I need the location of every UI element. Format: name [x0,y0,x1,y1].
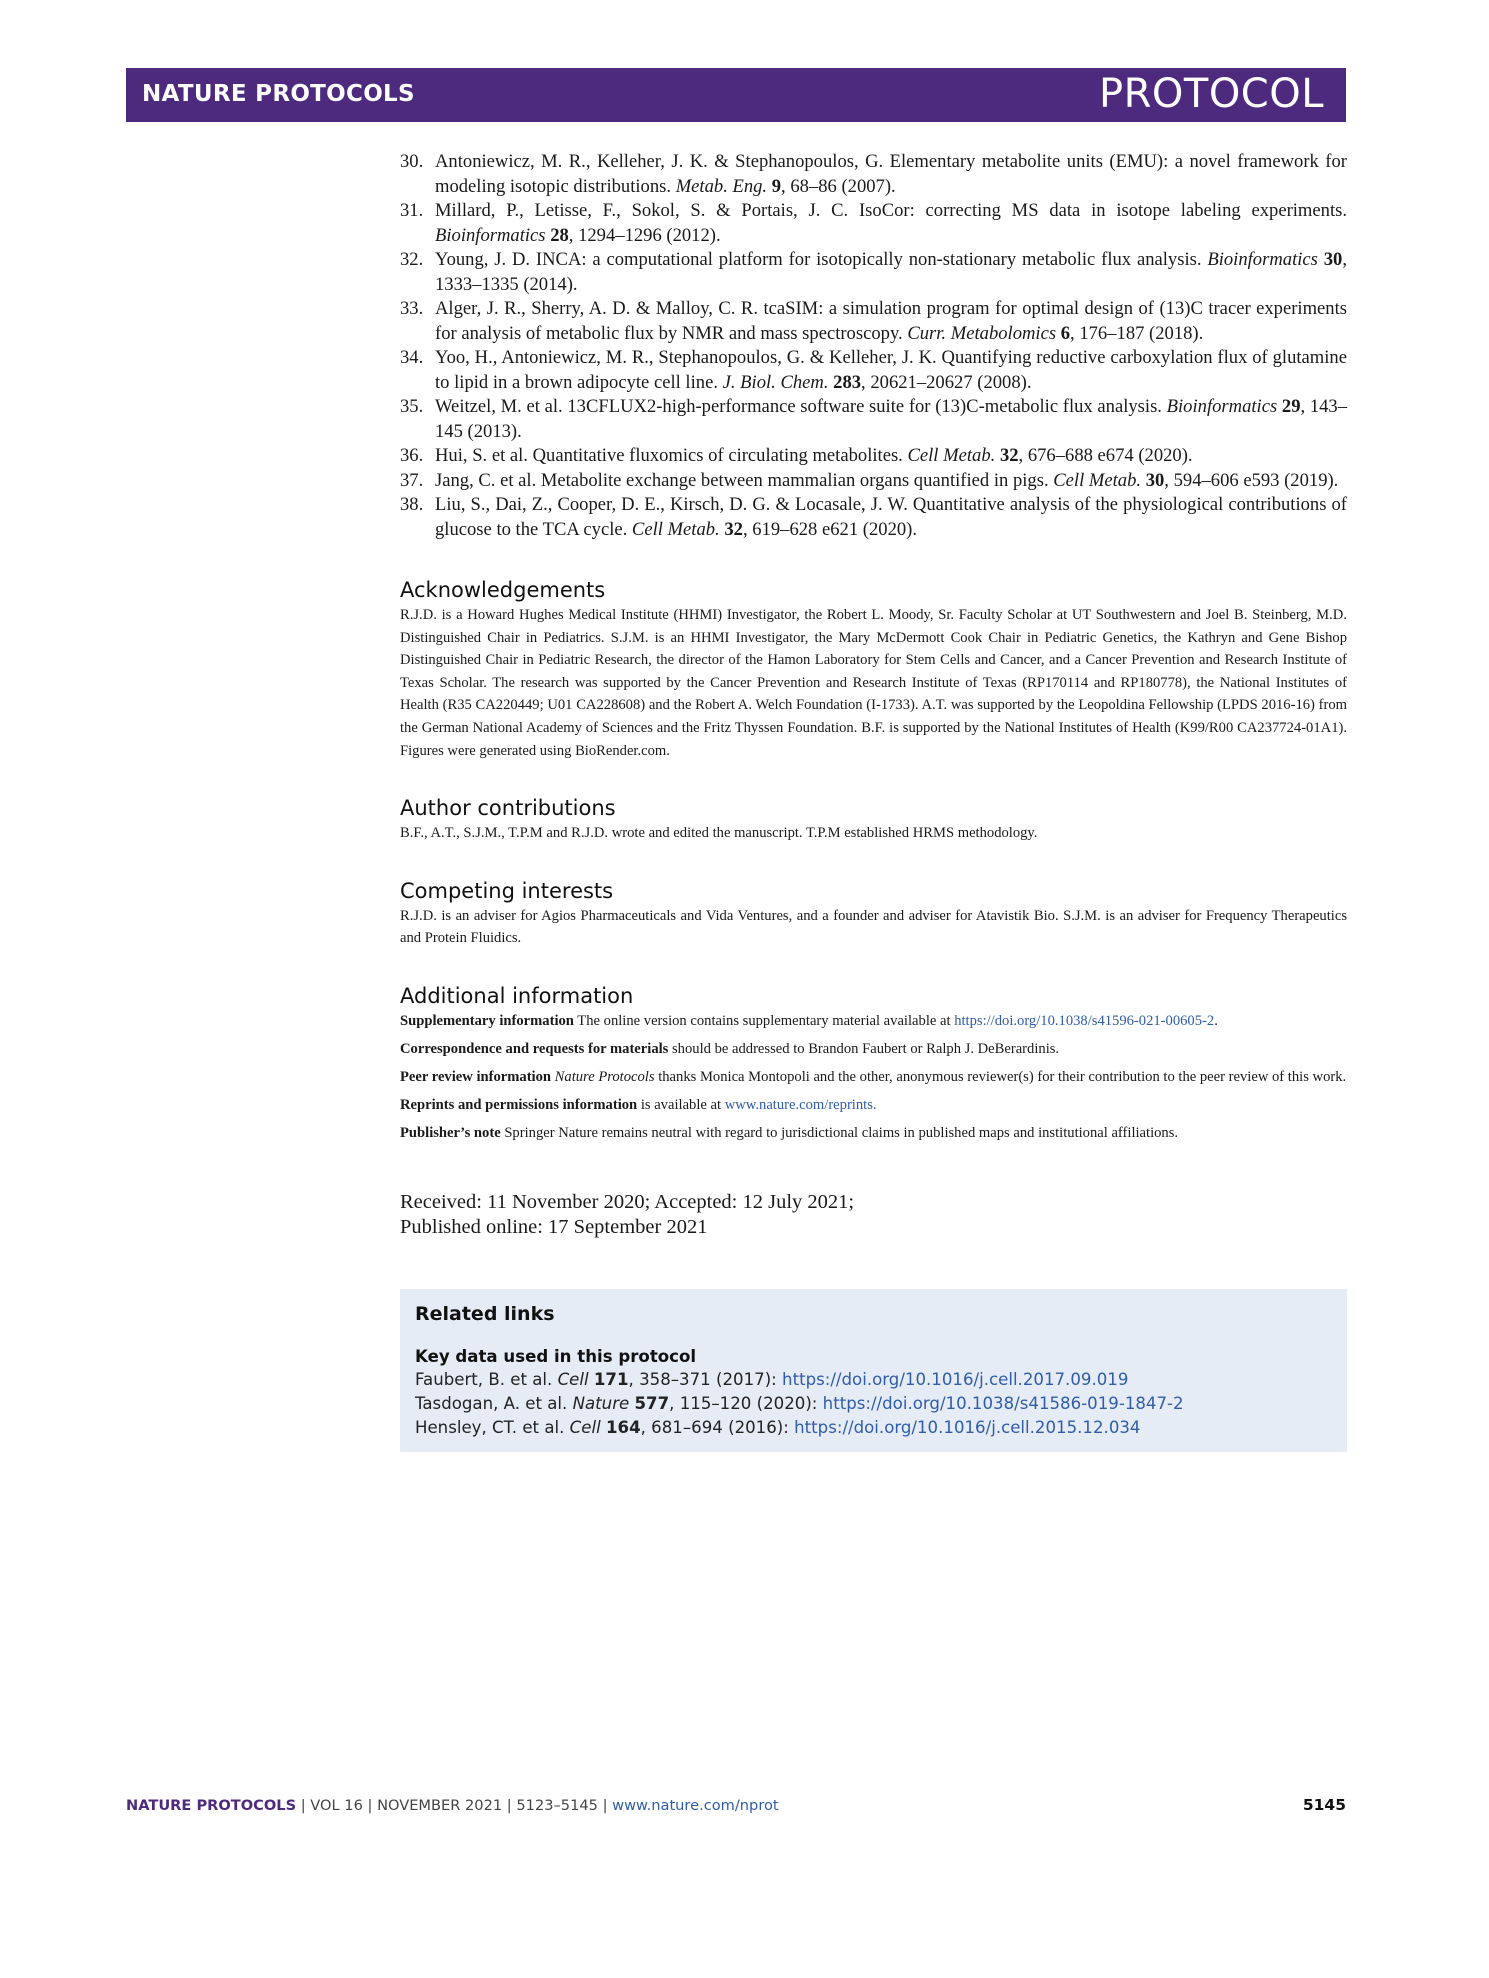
reference-item: 33. Alger, J. R., Sherry, A. D. & Malloy, C. R. tcaSIM: a simulation program for optimal design of (13)C tracer experiments for analysis of metabolic flux by NMR and mass spectroscopy. Curr. Metabolomics 6, 176–187 (2018). [400,298,1347,344]
article-type: PROTOCOL [1098,71,1324,117]
reference-item: 36. Hui, S. et al. Quantitative fluxomics of circulating metabolites. Cell Metab. 32, 676–688 e674 (2020). [400,445,1193,466]
author-contributions-text: B.F., A.T., S.J.M., T.P.M and R.J.D. wrote and edited the manuscript. T.P.M established HRMS methodology. [400,825,1038,842]
related-doi-link[interactable]: https://doi.org/10.1016/j.cell.2015.12.034 [794,1417,1141,1437]
reference-item: 35. Weitzel, M. et al. 13CFLUX2-high-performance software suite for (13)C-metabolic flux analysis. Bioinformatics 29, 143–145 (2013). [400,396,1348,442]
reference-item: 30. Antoniewicz, M. R., Kelleher, J. K. & Stephanopoulos, G. Elementary metabolite units (EMU): a novel framework for modeling isotopic distributions. Metab. Eng. 9, 68–86 (2007). [400,151,1347,197]
reference-item: 37. Jang, C. et al. Metabolite exchange between mammalian organs quantified in pigs. Cell Metab. 30, 594–606 e593 (2019). [400,469,1339,491]
reference-item: 34. Yoo, H., Antoniewicz, M. R., Stephanopoulos, G. & Kelleher, J. K. Quantifying reductive carboxylation flux of glutamine to lipid in a brown adipocyte cell line. J. Biol. Chem. 283, 20621–20627 (2008). [400,347,1347,393]
footer-url-link[interactable]: www.nature.com/nprot [612,1797,779,1814]
related-links-box [400,1289,1347,1452]
supplementary-information: Supplementary information The online version contains supplementary material available at https://doi.org/10.1038/s41596-021-00605-2. [400,1012,1218,1029]
reference-item: 32. Young, J. D. INCA: a computational platform for isotopically non-stationary metabolic flux analysis. Bioinformatics 30, 1333–1335 (2014). [400,249,1347,295]
footer-journal: NATURE PROTOCOLS [126,1797,297,1814]
reprints-information: Reprints and permissions information is available at www.nature.com/reprints. [400,1096,877,1113]
journal-header-bar [126,68,1346,122]
reference-list [400,150,1347,542]
related-link-item: Tasdogan, A. et al. Nature 577, 115–120 (2020): https://doi.org/10.1038/s41586-019-1847-2 [415,1393,1184,1413]
reference-item: 31. Millard, P., Letisse, F., Sokol, S. & Portais, J. C. IsoCor: correcting MS data in isotope labeling experiments. Bioinformatics 28, 1294–1296 (2012). [400,200,1347,246]
journal-name: NATURE PROTOCOLS [142,81,415,107]
related-link-item: Faubert, B. et al. Cell 171, 358–371 (2017): https://doi.org/10.1016/j.cell.2017.09.019 [415,1369,1129,1389]
footer-volume: VOL 16 [310,1797,363,1814]
reprints-link[interactable]: www.nature.com/reprints. [724,1096,877,1113]
received-accepted-dates: Received: 11 November 2020; Accepted: 12 July 2021; [400,1190,855,1213]
supplementary-link[interactable]: https://doi.org/10.1038/s41596-021-00605-2 [954,1012,1215,1029]
footer-pages: 5123–5145 [516,1797,598,1814]
acknowledgements-heading: Acknowledgements [400,578,606,602]
acknowledgements-text: R.J.D. is a Howard Hughes Medical Institute (HHMI) Investigator, the Robert L. Moody, Sr. Faculty Scholar at UT Southwestern and Joel B. Steinberg, M.D. Distinguished Chair in Pediatrics. S.J.M. is an HHMI Investigator, the Mary McDermott Cook Chair in Pediatric Genetics, the Kathryn and Gene Bishop Distinguished Chair in Pediatric Research, the director of the Hamon Laboratory for Stem Cells and Cancer, and a Cancer Prevention and Research Institute of Texas Scholar. The research was supported by the Cancer Prevention and Research Institute of Texas (RP170114 and RP180778), the National Institutes of Health (R35 CA220449; U01 CA228608) and the Robert A. Welch Foundation (I-1733). A.T. was supported by the Leopoldina Fellowship (LPDS 2016-16) from the German National Academy of Sciences and the Fritz Thyssen Foundation. B.F. is supported by the National Institutes of Health (K99/R00 CA237724-01A1). Figures were generated using BioRender.com. [400,607,1347,759]
peer-review-information: Peer review information Nature Protocols thanks Monica Montopoli and the other, anonymous reviewer(s) for their contribution to the peer review of this work. [400,1068,1347,1085]
main-content [400,150,1347,1452]
author-contributions-heading: Author contributions [400,796,616,821]
footer-citation: NATURE PROTOCOLS | VOL 16 | NOVEMBER 2021 | 5123–5145 | www.nature.com/nprot [126,1797,779,1814]
related-links-heading: Related links [415,1302,555,1325]
related-link-item: Hensley, CT. et al. Cell 164, 681–694 (2016): https://doi.org/10.1016/j.cell.2015.12.034 [415,1417,1141,1437]
published-online-date: Published online: 17 September 2021 [400,1215,708,1238]
related-doi-link[interactable]: https://doi.org/10.1016/j.cell.2017.09.019 [782,1369,1129,1389]
competing-interests-heading: Competing interests [400,878,614,903]
reference-item: 38. Liu, S., Dai, Z., Cooper, D. E., Kirsch, D. G. & Locasale, J. W. Quantitative analysis of the physiological contributions of glucose to the TCA cycle. Cell Metab. 32, 619–628 e621 (2020). [400,494,1347,540]
publication-dates [400,1190,1347,1240]
additional-information-heading: Additional information [400,983,634,1008]
footer-date: NOVEMBER 2021 [377,1797,503,1814]
publisher-note: Publisher’s note Springer Nature remains neutral with regard to jurisdictional claims in published maps and institutional affiliations. [400,1124,1179,1141]
competing-interests-text: R.J.D. is an adviser for Agios Pharmaceuticals and Vida Ventures, and a founder and adviser for Atavistik Bio. S.J.M. is an adviser for Frequency Therapeutics and Protein Fluidics. [400,907,1347,947]
page-number: 5145 [1302,1796,1346,1814]
related-doi-link[interactable]: https://doi.org/10.1038/s41586-019-1847-2 [822,1393,1184,1413]
additional-information-block [400,1010,1347,1144]
correspondence-information: Correspondence and requests for materials should be addressed to Brandon Faubert or Ralph J. DeBerardinis. [400,1040,1060,1057]
related-links-subheading: Key data used in this protocol [415,1346,697,1366]
